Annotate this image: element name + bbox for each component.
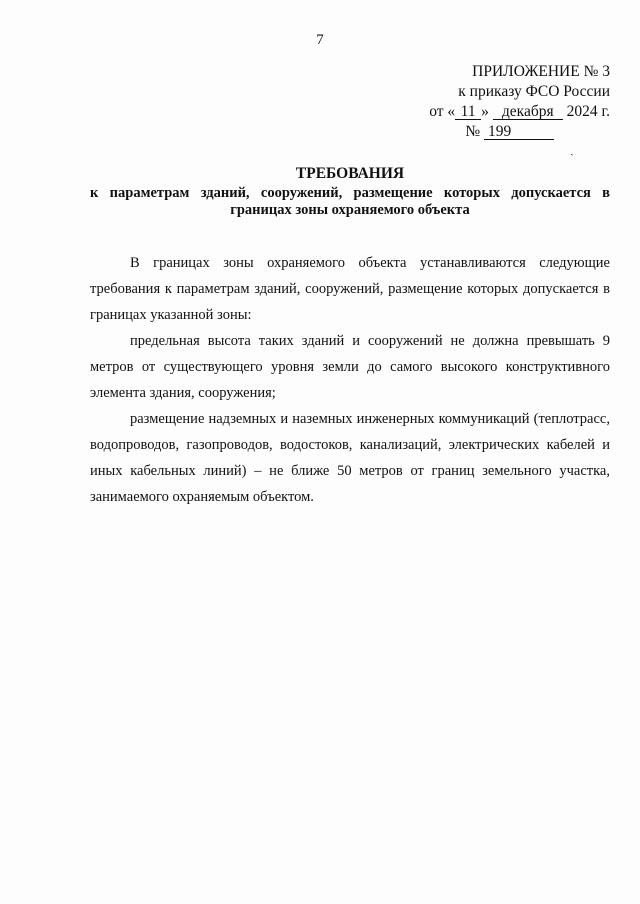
appendix-date xyxy=(390,102,610,122)
appendix-header xyxy=(390,62,610,142)
appendix-number xyxy=(390,122,610,142)
number-value: 199 xyxy=(484,124,554,140)
document-body xyxy=(90,250,610,510)
number-prefix: № xyxy=(465,123,481,140)
appendix-title: ПРИЛОЖЕНИЕ № 3 xyxy=(472,63,610,80)
heading-title: ТРЕБОВАНИЯ xyxy=(295,165,405,182)
paragraph-height-limit: предельная высота таких зданий и сооружений не должна превышать 9 метров от существующего уровня земли до самого высокого конструктивного элемента здания, сооружения; xyxy=(90,333,610,401)
date-year: 2024 г. xyxy=(566,103,610,120)
date-prefix: от « xyxy=(429,103,456,120)
paragraph-intro: В границах зоны охраняемого объекта устанавливаются следующие требования к параметрам зданий, сооружений, размещение которых допускается в границах указанной зоны: xyxy=(90,255,610,323)
heading-subtitle: к параметрам зданий, сооружений, размещение которых допускается в границах зоны охраняемого объекта xyxy=(90,185,610,218)
date-day: 11 xyxy=(455,104,481,120)
document-heading xyxy=(90,163,610,219)
date-month: декабря xyxy=(493,104,563,120)
paragraph-utilities: размещение надземных и наземных инженерных коммуникаций (теплотрасс, водопроводов, газопроводов, водостоков, канализаций, электрических кабелей и иных кабельных линий) – не ближе 50 метров от границ земельного участка, занимаемого охраняемым объектом. xyxy=(90,411,610,505)
date-mid: » xyxy=(481,103,489,120)
appendix-order-ref: к приказу ФСО России xyxy=(458,83,610,100)
page-number: 7 xyxy=(316,32,324,48)
stray-mark: ˏ xyxy=(570,144,574,156)
